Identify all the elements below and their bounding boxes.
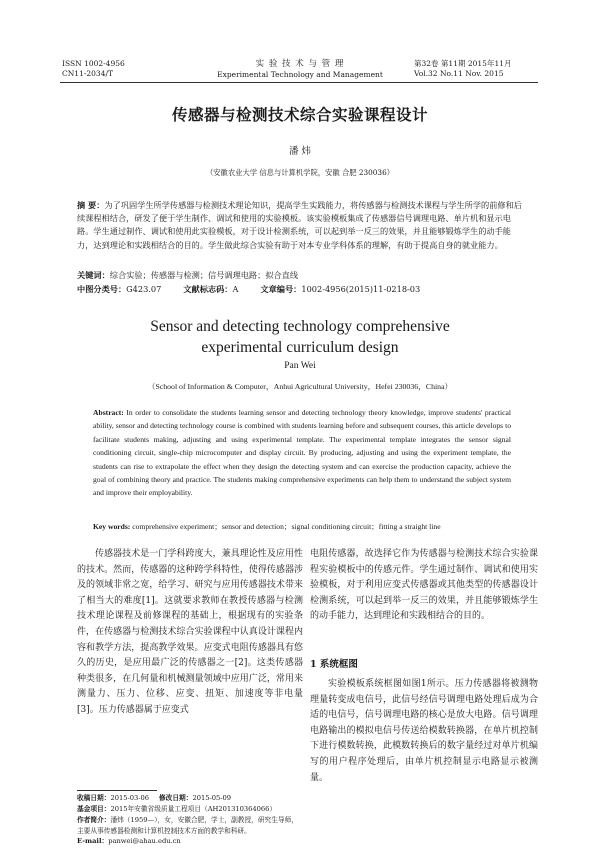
keywords-en-text: comprehensive experiment；sensor and detection；signal conditioning circuit；fitting a straight line [132,522,441,531]
issn: ISSN 1002-4956 [62,59,125,68]
volume-en: Vol.32 No.11 Nov. 2015 [414,69,504,78]
doc-code-label: 文献标志码： [183,284,233,294]
paper-title-en-line2: experimental curriculum design [201,339,399,356]
classification-cn [77,283,523,296]
affiliation-en: （School of Information & Computer，Anhui Agricultural University，Hefei 230036，China） [147,382,453,391]
body-right-column [310,547,538,625]
author-en: Pan Wei [284,361,316,371]
email-label: E-mail： [77,837,109,845]
revised-label: 修改日期： [159,794,193,802]
journal-title-en: Experimental Technology and Management [217,70,383,79]
continued-paragraph: 电阻传感器，故选择它作为传感器与检测技术综合实验课程实验模板中的传感元件。学生通过制作、调试和使用实验模板，对于利用应变式传感器或其他类型的传感器设计检测系统，可以起到举一反三的效果，并且能够锻炼学生的动手能力，达到理论和实践相结合的目的。 [310,549,538,622]
cn-number: CN11-2034/T [62,69,113,78]
keywords-cn [77,269,523,282]
volume-cn: 第32卷 第11期 2015年11月 [414,59,512,68]
received-label: 收稿日期： [77,794,111,802]
article-number: 1002-4956(2015)11-0218-03 [301,284,421,294]
email-address[interactable]: panwei@ahau.edu.cn [108,837,181,845]
system-diagram-paragraph: 实验模板系统框图如图1所示。压力传感器将被测物理量转变成电信号，此信号经信号调理电路处理后成为合适的电信号，信号调理电路的核心是放大电路。信号调理电路输出的模拟电信号传送给模数转换器，在单片机控制下进行模数转换，此模数转换后的数字量经过对单片机编写的用户程序处理后，由单片机控制显示电路显示被测量。 [310,679,538,783]
author-email [77,836,303,847]
revised-date: 2015-05-09 [192,794,231,802]
keywords-cn-text: 综合实验；传感器与检测；信号调理电路；拟合直线 [109,270,299,280]
author-bio-text: 潘炜（1959—），女，安徽合肥，学士，副教授，研究生导师，主要从事传感器检测和计算机控制技术方面的教学和科研。 [77,816,298,835]
received-date: 2015-03-06 [110,794,149,802]
abstract-cn-label: 摘 要： [77,200,105,210]
fund-project [77,804,303,815]
fund-label: 基金项目： [77,805,111,813]
keywords-en [93,520,511,533]
author-bio-label: 作者简介： [77,816,111,824]
abstract-cn-text: 为了巩固学生所学传感器与检测技术理论知识，提高学生实践能力，将传感器与检测技术课程与学生所学的前修和后续课程相结合，研发了便于学生制作、调试和使用的实验模板。该实验模板集成了传感器信号调理电路、单片机和显示电路。学生通过制作、调试和使用此实验模板，对于设计检测系统，可以起到举一反三的效果，并且能够锻炼学生的动手能力，达到理论和实践相结合的目的。学生做此综合实验有助于对本专业学科体系的理解，有助于提高自身的就业能力。 [77,200,522,250]
keywords-cn-label: 关键词： [77,270,110,280]
abstract-en-text: In order to consolidate the students learning sensor and detecting technology theory knowledge, improve students' practical ability, sensor and detecting technology course is combined with students learning before and subsequent courses, this article develops to facilitate students making, adjusting and using experimental template. The experimental template integrates the sensor signal conditioning circuit, single-chip microcomputer and display circuit. By producing, adjusting and using the experiment template, the students can rise to extrapolate the effect when they design the detecting system and can exercise the production capacity, achieve the goal of combining theory and practice. The students making comprehensive experiments can help them to understand the subject system and improve their employability. [93,408,512,498]
keywords-en-label: Key words: [93,522,131,531]
fund-text: 2015年安徽省级质量工程项目（AH201310364066） [110,805,277,813]
clc-number: G423.07 [126,284,162,294]
footnote-rule [77,790,157,791]
section-1-heading: 1 系统框图 [310,659,358,670]
section-1-body [310,677,538,786]
abstract-en-label: Abstract: [93,408,124,417]
paper-title-cn: 传感器与检测技术综合实验课程设计 [171,105,428,124]
header-rule [60,82,538,83]
author-cn: 潘 炜 [288,146,312,157]
doc-code: A [232,284,239,294]
journal-title-cn: 实 验 技 术 与 管 理 [255,59,345,69]
author-bio [77,815,303,836]
abstract-cn [77,199,523,252]
abstract-en [93,406,511,500]
received-dates [77,793,303,804]
body-left-column [77,547,303,719]
clc-label: 中图分类号： [77,284,127,294]
paper-title-en-line1: Sensor and detecting technology comprehensive [150,318,450,335]
intro-paragraph: 传感器技术是一门学科跨度大，兼具理论性及应用性的技术。然而，传感器的这种跨学科特性，使得传感器涉及的领域非常之宽，给学习、研究与应用传感器技术带来了相当大的难度[1]。这就要求教师在教授传感器与检测技术理论课程及前修课程的基础上，根据现有的实验条件，在传感器与检测技术综合实验课程中认真设计课程内容和教学方法，提高教学效果。应变式电阻传感器具有悠久的历史，是应用最广泛的传感器之一[2]。这类传感器种类很多，在几何量和机械测量领域中应用广泛，常用来测量力、压力、位移、应变、扭矩、加速度等非电量[3]。压力传感器属于应变式 [77,549,303,715]
affiliation-cn: （安徽农业大学 信息与计算机学院，安徽 合肥 230036） [205,168,395,177]
article-number-label: 文章编号： [260,284,302,294]
